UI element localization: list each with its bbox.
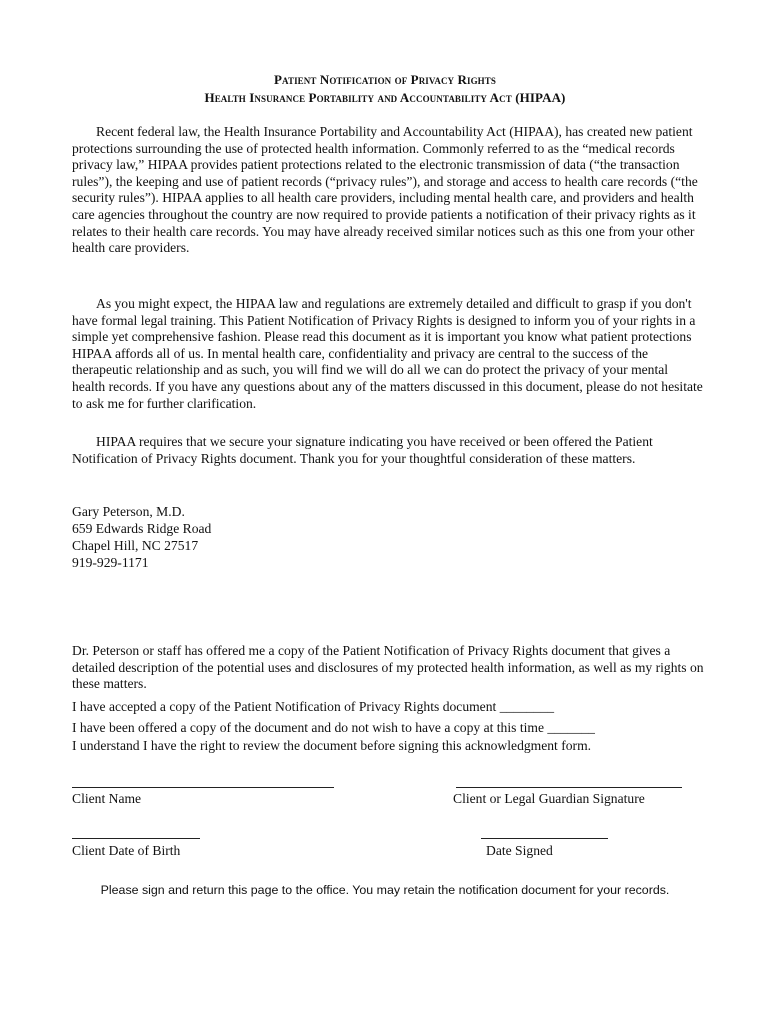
guardian-signature-label: Client or Legal Guardian Signature (453, 791, 645, 806)
return-instructions: Please sign and return this page to the office. You may retain the notification document for your records. (100, 883, 670, 897)
provider-name: Gary Peterson, M.D. (72, 504, 185, 519)
review-right-line: I understand I have the right to review the document before signing this acknowledgment form. (72, 738, 592, 753)
document-subtitle: Health Insurance Portability and Accountability Act (HIPAA) (204, 90, 566, 105)
client-name-label: Client Name (72, 791, 142, 806)
accepted-copy-line[interactable]: I have accepted a copy of the Patient Notification of Privacy Rights document ________ (72, 699, 555, 714)
provider-phone: 919-929-1171 (72, 555, 149, 570)
date-of-birth-line[interactable] (72, 838, 200, 839)
client-name-signature-line[interactable] (72, 787, 334, 788)
provider-address-block (72, 503, 211, 571)
declined-copy-line[interactable]: I have been offered a copy of the document and do not wish to have a copy at this time _______ (72, 720, 595, 735)
intro-paragraph-text: Recent federal law, the Health Insurance Portability and Accountability Act (HIPAA), has created new patient protections surrounding the use of protected health information. Commonly referred to as the “medical records privacy law,” HIPAA provides patient protections related to the electronic transmission of data (“the transaction rules”), the keeping and use of patient records (“privacy rules”), and storage and access to health care records (“the security rules”). HIPAA applies to all health care providers, including mental health care, and providers and health care agencies throughout the country are now required to provide patients a notification of their privacy rights as it relates to their health care records. You may have already received similar notices such as this one from your other health care providers. (72, 124, 698, 256)
explanation-paragraph-text: As you might expect, the HIPAA law and regulations are extremely detailed and difficult to grasp if you don't have formal legal training. This Patient Notification of Privacy Rights is designed to inform you of your rights in a simple yet comprehensive fashion. Please read this document as it is important you know what patient protections HIPAA affords all of us. In mental health care, confidentiality and privacy are central to the success of the therapeutic relationship and as such, you will find we will do all we can do protect the privacy of your mental health records. If you have any questions about any of the matters discussed in this document, please do not hesitate to ask me for further clarification. (72, 296, 703, 411)
guardian-signature-line[interactable] (456, 787, 682, 788)
provider-city: Chapel Hill, NC 27517 (72, 538, 199, 553)
signature-request-paragraph (72, 434, 704, 467)
acknowledgment-statement: Dr. Peterson or staff has offered me a copy of the Patient Notification of Privacy Rights document that gives a detailed description of the potential uses and disclosures of my protected health information, as well as my rights on these matters. (72, 643, 704, 692)
date-signed-label: Date Signed (486, 843, 553, 858)
intro-paragraph (72, 124, 704, 257)
document-title: Patient Notification of Privacy Rights (274, 72, 496, 87)
date-of-birth-label: Client Date of Birth (72, 843, 181, 858)
provider-street: 659 Edwards Ridge Road (72, 521, 212, 536)
explanation-paragraph (72, 296, 704, 412)
date-signed-line[interactable] (481, 838, 608, 839)
signature-request-paragraph-text: HIPAA requires that we secure your signature indicating you have received or been offered the Patient Notification of Privacy Rights document. Thank you for your thoughtful consideration of these matters. (72, 434, 653, 466)
